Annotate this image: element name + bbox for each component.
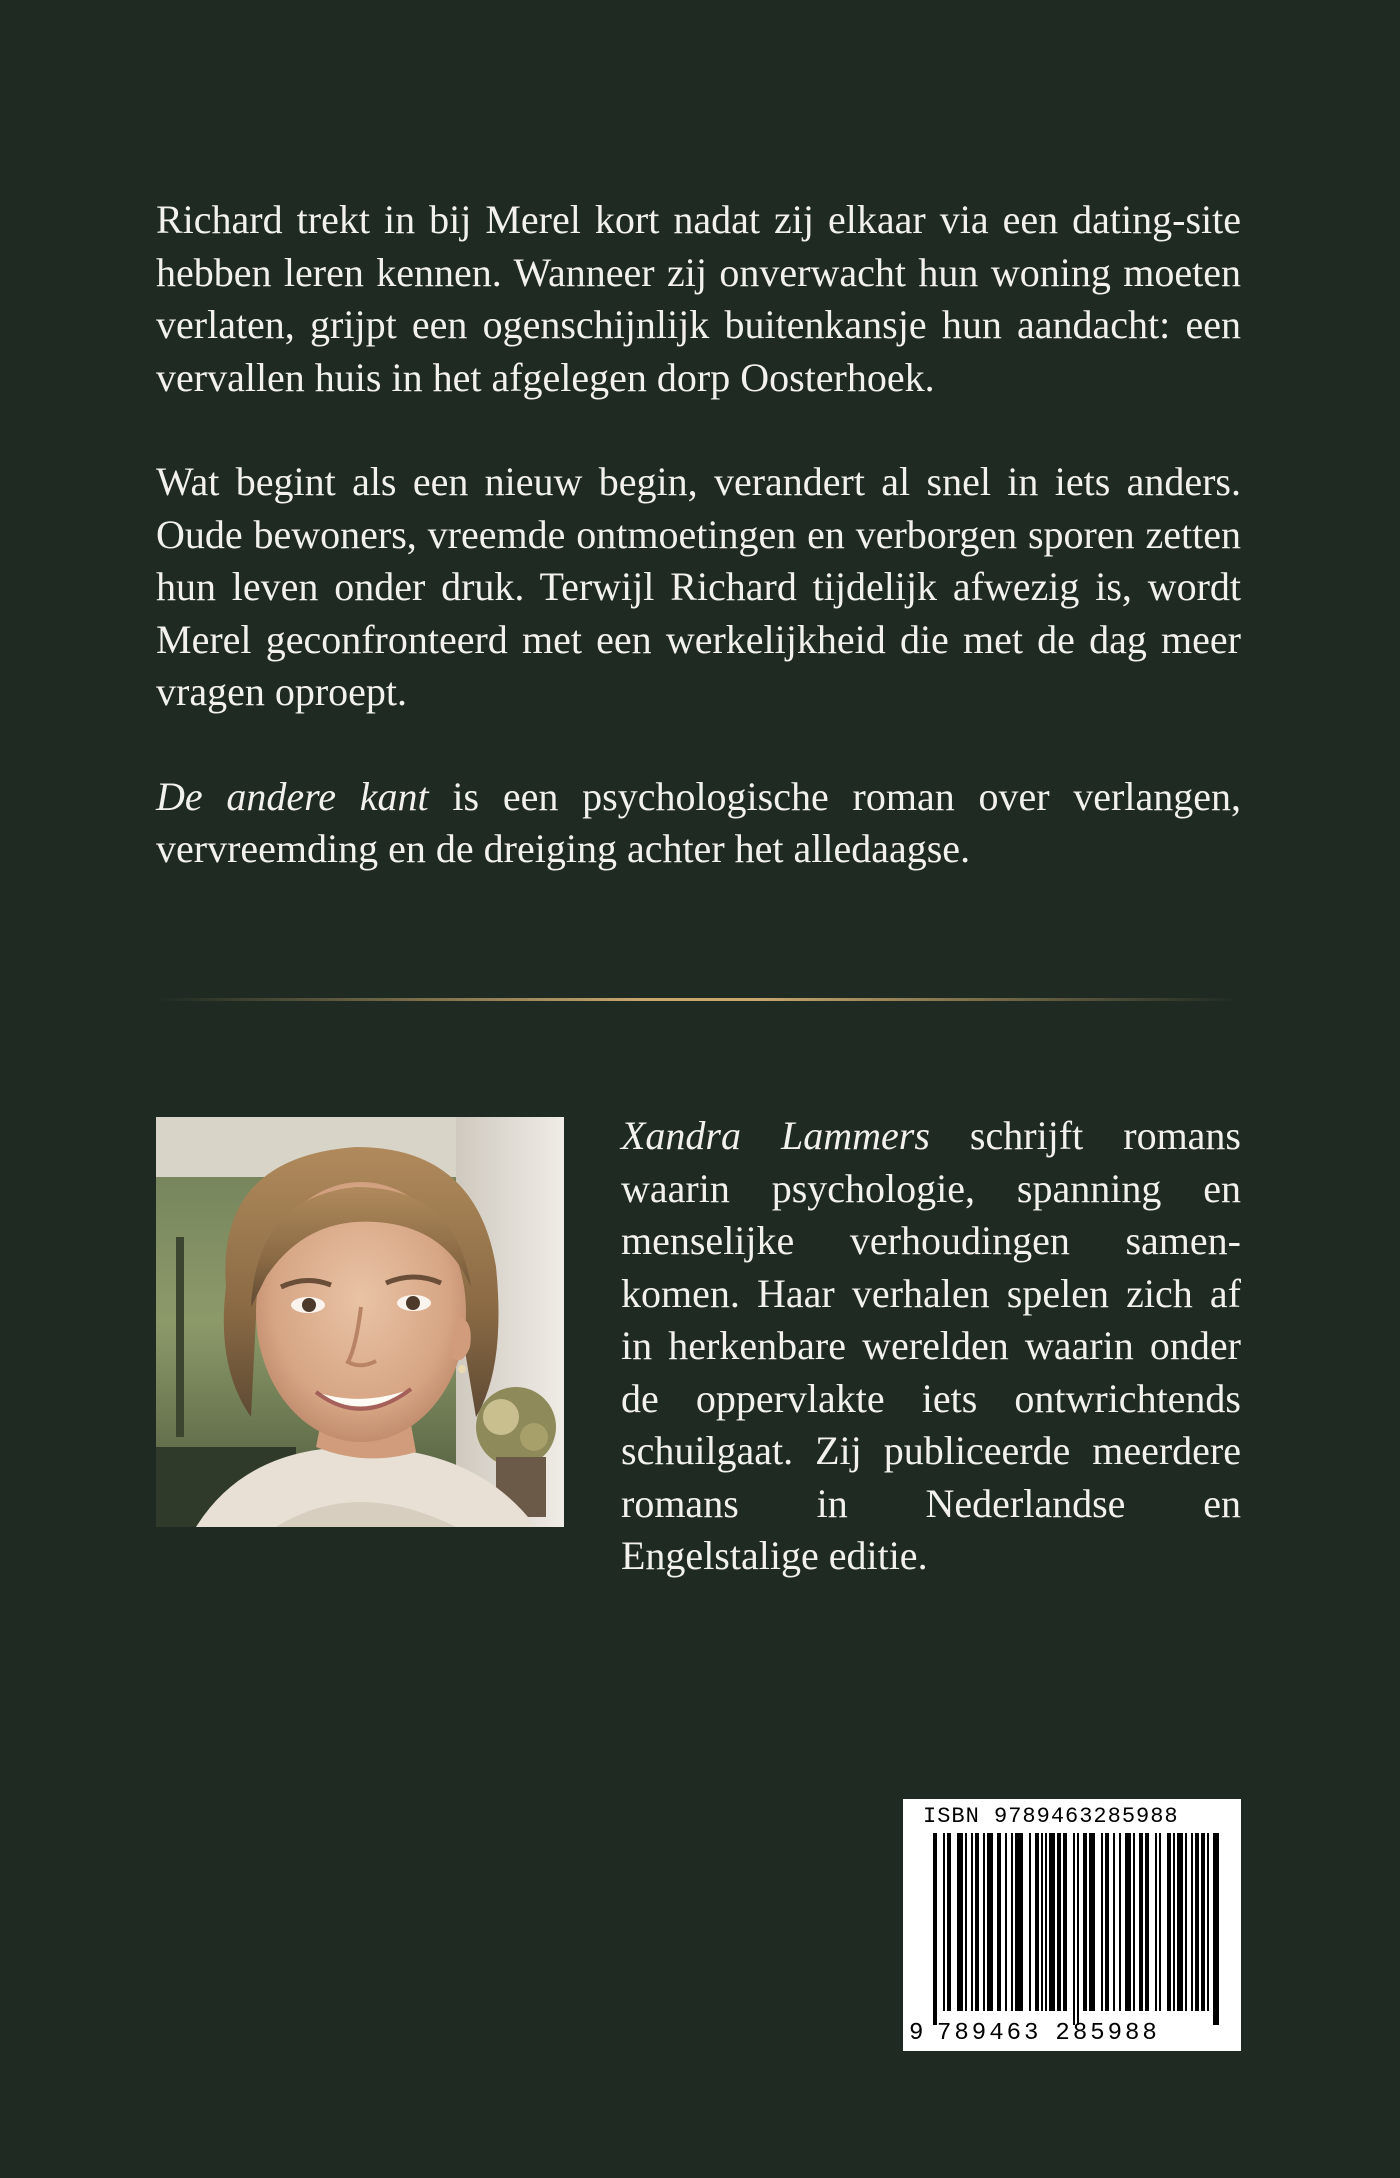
barcode-bar (1005, 1833, 1007, 2011)
barcode-bar (933, 1833, 937, 2025)
barcode-bar (1159, 1833, 1161, 2011)
gold-divider (156, 998, 1241, 1001)
barcode-bar (987, 1833, 993, 2011)
barcode-bar (1063, 1833, 1067, 2011)
barcode-bar (1101, 1833, 1103, 2011)
isbn-label: ISBN 9789463285988 (923, 1804, 1179, 1829)
barcode-bar (983, 1833, 985, 2011)
author-bio (621, 1110, 1241, 1583)
barcode-bar (1185, 1833, 1187, 2011)
barcode-bar (1105, 1833, 1109, 2011)
barcode-bar (965, 1833, 967, 2011)
barcode-bar (1213, 1833, 1219, 2025)
barcode-bar (1041, 1833, 1043, 2011)
barcode-bar (1011, 1833, 1013, 2011)
barcode-bar (1167, 1833, 1171, 2011)
barcode-bar (1207, 1833, 1209, 2011)
blurb (156, 194, 1241, 876)
blurb-paragraph-1: Richard trekt in bij Merel kort nadat zij elkaar via een dating-site hebben leren kennen. Wanneer zij onverwacht hun woning moeten verlaten, grijpt een ogenschijnlijk buitenkansje hun aandacht: een vervallen huis in het afgelegen dorp Oosterhoek. (156, 197, 1241, 400)
barcode-bar (1201, 1833, 1205, 2011)
barcode-bar (957, 1833, 963, 2011)
barcode-bar (1195, 1833, 1199, 2011)
barcode-bar (1089, 1833, 1095, 2011)
barcode-bar (1077, 1833, 1079, 2025)
isbn-digits-right: 285988 (1055, 2020, 1160, 2047)
barcode-bar (1045, 1833, 1047, 2011)
barcode-bar (1139, 1833, 1143, 2011)
isbn-digits (909, 2021, 1235, 2047)
blurb-paragraph-3 (156, 771, 1241, 876)
barcode-bar (1145, 1833, 1149, 2011)
book-title: De andere kant (156, 773, 429, 819)
barcode-bar (1173, 1833, 1175, 2011)
author-photo (156, 1117, 564, 1527)
barcode-bar (1057, 1833, 1061, 2011)
blurb-paragraph-3-text: is een psychologische roman over verlangen, vervreemding en de dreiging achter het alledaagse. (156, 773, 1241, 871)
barcode-bar (1177, 1833, 1183, 2011)
barcode-bar (1073, 1833, 1075, 2025)
barcode-bar (1133, 1833, 1135, 2011)
barcode-bar (1029, 1833, 1031, 2011)
barcode-bar (1191, 1833, 1193, 2011)
barcode-bar (997, 1833, 1001, 2011)
barcode-bar (1015, 1833, 1023, 2011)
author-bio-body: schrijft romans waarin psychologie, spanning en menselijke verhoudingen samen-komen. Haar verhalen spelen zich af in herkenbare werelden waarin onder de oppervlakte iets ontwrichtends schuilgaat. Zij publiceerde meerdere romans in Nederlandse en Engelstalige editie. (621, 1113, 1241, 1578)
author-name: Xandra Lammers (621, 1113, 930, 1158)
author-bio-text (621, 1110, 1241, 1583)
isbn-digit-first: 9 (909, 2020, 924, 2047)
barcode-bar (1035, 1833, 1039, 2011)
barcode-bar (943, 1833, 945, 2011)
barcode-bar (971, 1833, 973, 2011)
barcode-bar (947, 1833, 951, 2011)
barcode-bar (1083, 1833, 1087, 2011)
isbn-barcode (903, 1799, 1241, 2051)
isbn-digits-left: 789463 (937, 2020, 1042, 2047)
barcode-bar (1119, 1833, 1121, 2011)
barcode-bar (1049, 1833, 1055, 2011)
barcode-bars (931, 1833, 1221, 2025)
barcode-bar (1155, 1833, 1157, 2011)
barcode-bar (975, 1833, 979, 2011)
barcode-bar (1113, 1833, 1115, 2011)
barcode-bar (1125, 1833, 1131, 2011)
blurb-paragraph-2: Wat begint als een nieuw begin, verandert al snel in iets anders. Oude bewoners, vreemde ontmoetingen en verborgen sporen zetten hun leven onder druk. Terwijl Richard tijdelijk afwezig is, wordt Merel geconfronteerd met een werkelijkheid die met de dag meer vragen oproept. (156, 459, 1241, 714)
